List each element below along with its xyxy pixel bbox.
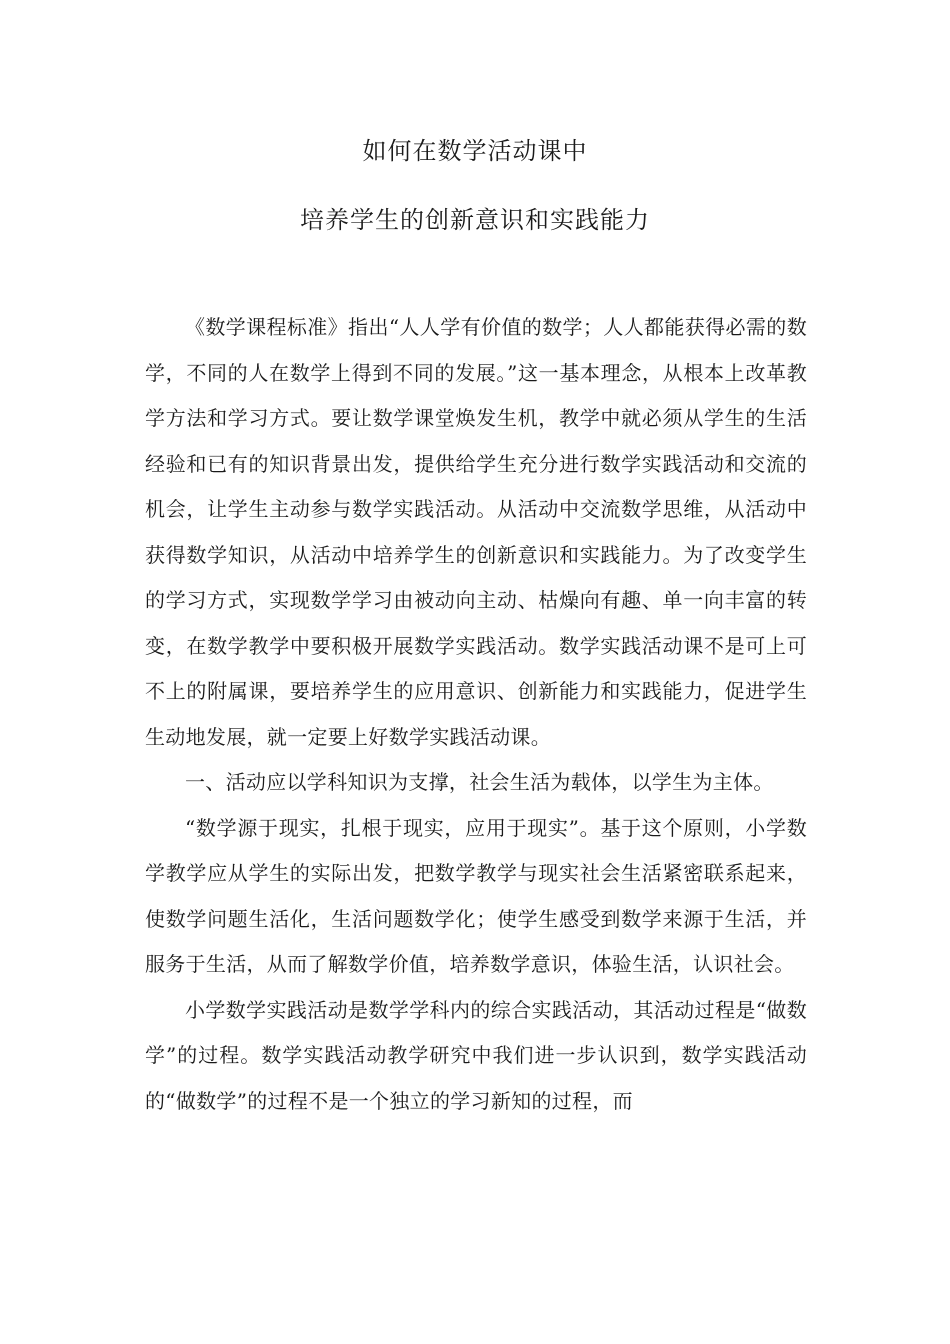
paragraph-intro: 《数学课程标准》指出“人人学有价值的数学；人人都能获得必需的数学，不同的人在数学上得到不同的发展。”这一基本理念，从根本上改革教学方法和学习方式。要让数学课堂焕发生机，教学中就必须从学生的生活经验和已有的知识背景出发，提供给学生充分进行数学实践活动和交流的机会，让学生主动参与数学实践活动。从活动中交流数学思维，从活动中获得数学知识，从活动中培养学生的创新意识和实践能力。为了改变学生的学习方式，实现数学学习由被动向主动、枯燥向有趣、单一向丰富的转变，在数学教学中要积极开展数学实践活动。数学实践活动课不是可上可不上的附属课，要培养学生的应用意识、创新能力和实践能力，促进学生生动地发展，就一定要上好数学实践活动课。 (145, 315, 807, 749)
document-body (145, 305, 807, 1124)
paragraph-section-1: “数学源于现实，扎根于现实，应用于现实”。基于这个原则，小学数学教学应从学生的实际出发，把数学教学与现实社会生活紧密联系起来，使数学问题生活化，生活问题数学化；使学生感受到数学来源于生活，并服务于生活，从而了解数学价值，培养数学意识，体验生活，认识社会。 (145, 815, 807, 976)
section-heading-1: 一、活动应以学科知识为支撑，社会生活为载体，以学生为主体。 (185, 770, 774, 794)
paragraph-practice-activity: 小学数学实践活动是数学学科内的综合实践活动，其活动过程是“做数学”的过程。数学实践活动教学研究中我们进一步认识到，数学实践活动的“做数学”的过程不是一个独立的学习新知的过程，而 (145, 997, 807, 1113)
document-title-line-1: 如何在数学活动课中 (362, 137, 588, 165)
document-title-line-2: 培养学生的创新意识和实践能力 (300, 206, 650, 234)
